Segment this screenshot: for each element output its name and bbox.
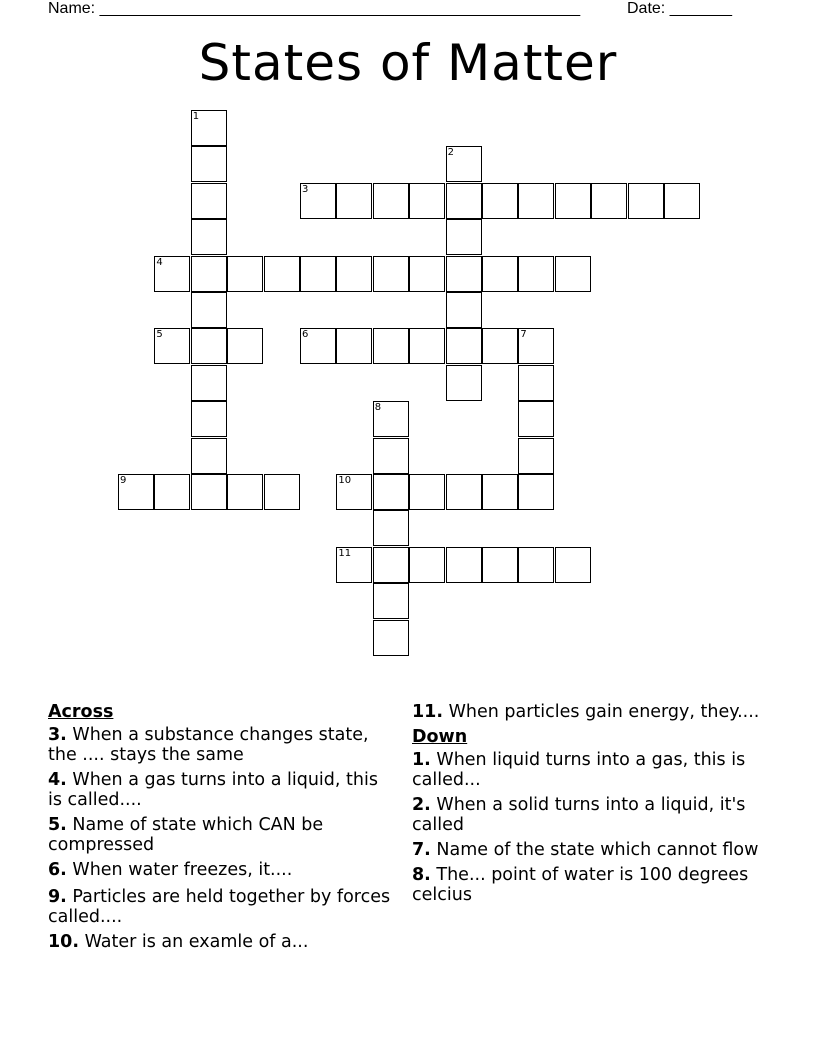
cell-number: 6	[302, 329, 309, 341]
clue-number: 6.	[48, 860, 67, 880]
grid-cell[interactable]	[409, 474, 445, 510]
clue-text: When liquid turns into a gas, this is called...	[412, 750, 746, 790]
grid-cell[interactable]	[300, 256, 336, 292]
clue-text: When a gas turns into a liquid, this is called....	[48, 770, 378, 810]
clue-text: The... point of water is 100 degrees celcius	[412, 865, 749, 905]
clue-down-7	[412, 840, 772, 860]
grid-cell[interactable]	[336, 547, 372, 583]
grid-cell[interactable]	[446, 547, 482, 583]
clue-text: Name of the state which cannot flow	[430, 840, 759, 860]
grid-cell[interactable]	[264, 256, 300, 292]
clue-down-8	[412, 865, 772, 905]
grid-cell[interactable]	[373, 438, 409, 474]
clue-text: When particles gain energy, they....	[443, 702, 760, 722]
grid-cell[interactable]	[191, 365, 227, 401]
grid-cell[interactable]	[518, 183, 554, 219]
grid-cell[interactable]	[591, 183, 627, 219]
grid-cell[interactable]	[227, 328, 263, 364]
clue-number: 9.	[48, 887, 67, 907]
grid-cell[interactable]	[518, 474, 554, 510]
grid-cell[interactable]	[446, 256, 482, 292]
grid-cell[interactable]	[482, 256, 518, 292]
grid-cell[interactable]	[373, 620, 409, 656]
cell-number: 2	[447, 147, 454, 159]
cell-number: 8	[374, 402, 382, 414]
clue-across-11	[412, 702, 772, 722]
clue-column-left	[48, 702, 393, 957]
clue-number: 4.	[48, 770, 67, 790]
grid-cell[interactable]	[191, 110, 227, 146]
cell-number: 9	[120, 475, 127, 486]
clue-text: Name of state which CAN be compressed	[48, 815, 324, 855]
grid-cell[interactable]	[373, 547, 409, 583]
clue-across-5	[48, 815, 393, 855]
grid-cell[interactable]	[154, 474, 190, 510]
grid-cell[interactable]	[555, 547, 591, 583]
clue-across-3	[48, 725, 393, 765]
grid-cell[interactable]	[191, 256, 227, 292]
clue-number: 8.	[412, 865, 431, 885]
grid-cell[interactable]	[482, 328, 518, 364]
grid-cell[interactable]	[446, 146, 482, 182]
grid-cell[interactable]	[264, 474, 300, 510]
grid-cell[interactable]	[300, 328, 336, 364]
down-heading: Down	[412, 727, 468, 747]
grid-cell[interactable]	[518, 365, 554, 401]
grid-cell[interactable]	[446, 292, 482, 328]
cell-number: 11	[338, 547, 352, 559]
clue-number: 2.	[412, 795, 431, 815]
grid-cell[interactable]	[409, 183, 445, 219]
clue-across-4	[48, 770, 393, 810]
grid-cell[interactable]	[628, 183, 664, 219]
grid-cell[interactable]	[518, 401, 554, 437]
grid-cell[interactable]	[409, 547, 445, 583]
grid-cell[interactable]	[373, 183, 409, 219]
grid-cell[interactable]	[373, 583, 409, 619]
name-field-label: Name: ______________________________________________________	[48, 0, 581, 17]
cell-number: 3	[302, 183, 309, 195]
clue-number: 7.	[412, 840, 431, 860]
grid-cell[interactable]	[118, 474, 154, 510]
date-field-label: Date: _______	[627, 0, 732, 17]
grid-cell[interactable]	[191, 401, 227, 437]
grid-cell[interactable]	[482, 183, 518, 219]
clue-text: Particles are held together by forces called....	[48, 887, 391, 927]
grid-cell[interactable]	[191, 292, 227, 328]
clue-across-6	[48, 860, 393, 880]
grid-cell[interactable]	[227, 256, 263, 292]
clue-across-9	[48, 887, 393, 927]
clue-number: 10.	[48, 932, 80, 952]
grid-cell[interactable]	[191, 146, 227, 182]
grid-cell[interactable]	[446, 219, 482, 255]
grid-cell[interactable]	[373, 510, 409, 546]
across-heading: Across	[48, 702, 114, 722]
clue-column-right	[412, 702, 772, 910]
grid-cell[interactable]	[482, 474, 518, 510]
grid-cell[interactable]	[409, 328, 445, 364]
grid-cell[interactable]	[191, 183, 227, 219]
grid-cell[interactable]	[373, 328, 409, 364]
clue-number: 5.	[48, 815, 67, 835]
grid-cell[interactable]	[373, 256, 409, 292]
grid-cell[interactable]	[373, 474, 409, 510]
clue-text: When water freezes, it....	[66, 860, 293, 880]
grid-cell[interactable]	[191, 328, 227, 364]
grid-cell[interactable]	[373, 401, 409, 437]
cell-number: 4	[156, 256, 163, 268]
grid-cell[interactable]	[336, 474, 372, 510]
grid-cell[interactable]	[518, 547, 554, 583]
grid-cell[interactable]	[482, 547, 518, 583]
clue-down-2	[412, 795, 772, 835]
grid-cell[interactable]	[336, 328, 372, 364]
grid-cell[interactable]	[555, 183, 591, 219]
grid-cell[interactable]	[336, 256, 372, 292]
clue-number: 3.	[48, 725, 67, 745]
cell-number: 7	[520, 329, 527, 341]
grid-cell[interactable]	[446, 474, 482, 510]
grid-cell[interactable]	[446, 365, 482, 401]
grid-cell[interactable]	[518, 328, 554, 364]
grid-cell[interactable]	[409, 256, 445, 292]
grid-cell[interactable]	[518, 438, 554, 474]
grid-cell[interactable]	[154, 328, 190, 364]
grid-cell[interactable]	[227, 474, 263, 510]
grid-cell[interactable]	[446, 183, 482, 219]
clue-number: 1.	[412, 750, 431, 770]
cell-number: 5	[156, 329, 163, 341]
grid-cell[interactable]	[336, 183, 372, 219]
grid-cell[interactable]	[191, 438, 227, 474]
clue-text: When a substance changes state, the .... stays the same	[48, 725, 369, 765]
clue-down-1	[412, 750, 772, 790]
grid-cell[interactable]	[664, 183, 700, 219]
grid-cell[interactable]	[191, 474, 227, 510]
grid-cell[interactable]	[191, 219, 227, 255]
clue-text: When a solid turns into a liquid, it's called	[412, 795, 746, 835]
grid-cell[interactable]	[446, 328, 482, 364]
cell-number: 10	[338, 475, 352, 486]
grid-cell[interactable]	[300, 183, 336, 219]
clue-text: Water is an examle of a...	[79, 932, 309, 952]
grid-cell[interactable]	[518, 256, 554, 292]
clue-across-10	[48, 932, 393, 952]
clue-number: 11.	[412, 702, 444, 722]
grid-cell[interactable]	[555, 256, 591, 292]
page-title: States of Matter	[198, 34, 618, 92]
grid-cell[interactable]	[154, 256, 190, 292]
cell-number: 1	[192, 111, 200, 122]
